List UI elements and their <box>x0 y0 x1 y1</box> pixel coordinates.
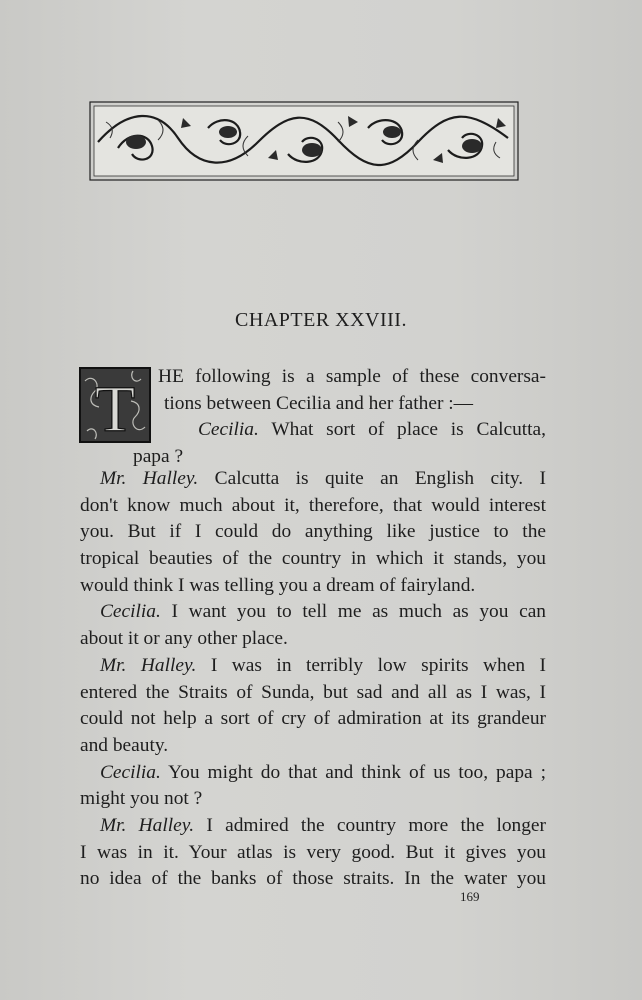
text-line: Mr. Halley. I admired the country more the longer <box>100 814 546 836</box>
body-text <box>80 466 546 893</box>
text-line: Mr. Halley. Calcutta is quite an English city. I <box>100 468 546 489</box>
chapter-heading: CHAPTER XXVIII. <box>235 309 407 331</box>
floral-headpiece-ornament <box>88 98 520 184</box>
text-line: entered the Straits of Sunda, but sad and all as I was, I <box>80 681 546 703</box>
text-line: don't know much about it, therefore, that would interest <box>80 494 546 516</box>
text-line: HE following is a sample of these conversa- <box>158 366 546 387</box>
text-line: papa ? <box>133 446 184 467</box>
text-line: tions between Cecilia and her father :— <box>164 392 474 414</box>
text-line: Cecilia. You might do that and think of us too, papa ; <box>100 761 546 783</box>
text-line: about it or any other place. <box>80 628 288 650</box>
text-line: Mr. Halley. I was in terribly low spirits when I <box>100 654 546 676</box>
opening-paragraph <box>158 364 546 444</box>
page-number: 169 <box>460 889 480 904</box>
text-line: Cecilia. I want you to tell me as much as you can <box>100 601 546 623</box>
text-line: could not help a sort of cry of admiration at its grandeur <box>80 708 546 730</box>
text-line: Cecilia. What sort of place is Calcutta, <box>198 419 546 441</box>
text-line: might you not ? <box>80 788 203 810</box>
text-line: and beauty. <box>80 734 169 756</box>
decorated-initial-capital <box>79 367 151 443</box>
text-line: no idea of the banks of those straits. In the water you <box>80 868 546 890</box>
dropcap-letter: T <box>94 373 136 443</box>
text-line: would think I was telling you a dream of fairyland. <box>80 574 476 596</box>
text-line: tropical beauties of the country in which it stands, you <box>80 548 546 570</box>
text-line: you. But if I could do anything like justice to the <box>80 521 546 543</box>
text-line: I was in it. Your atlas is very good. But it gives you <box>80 841 546 863</box>
